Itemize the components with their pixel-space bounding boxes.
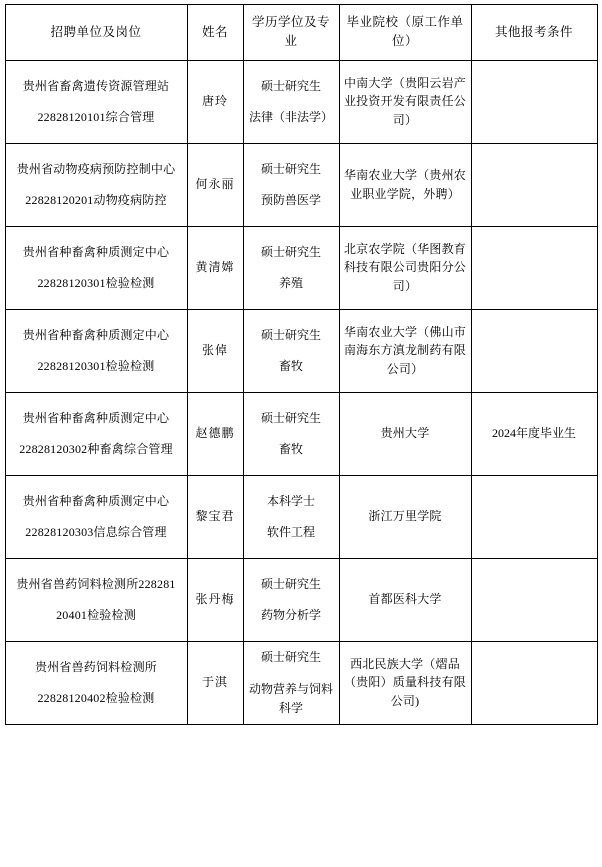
cell-other-conditions	[471, 641, 597, 724]
cell-unit-position: 贵州省种畜禽种质测定中心 22828120302种畜禽综合管理	[5, 392, 187, 475]
cell-other-conditions	[471, 475, 597, 558]
cell-other-conditions	[471, 226, 597, 309]
cell-school: 西北民族大学（熠品（贵阳）质量科技有限公司)	[339, 641, 471, 724]
cell-other-conditions	[471, 558, 597, 641]
cell-name: 赵德鹏	[187, 392, 243, 475]
cell-name: 何永丽	[187, 143, 243, 226]
cell-school: 华南农业大学（贵州农业职业学院，外聘）	[339, 143, 471, 226]
cell-name: 张倬	[187, 309, 243, 392]
cell-school: 北京农学院（华图教育科技有限公司贵阳分公司）	[339, 226, 471, 309]
column-header-school: 毕业院校（原工作单位）	[339, 5, 471, 61]
cell-degree-major: 硕士研究生 预防兽医学	[243, 143, 339, 226]
cell-unit-position: 贵州省种畜禽种质测定中心 22828120303信息综合管理	[5, 475, 187, 558]
cell-school: 中南大学（贵阳云岩产业投资开发有限责任公司）	[339, 60, 471, 143]
table-header-row	[5, 5, 597, 61]
cell-unit-position: 贵州省兽药饲料检测所 22828120402检验检测	[5, 641, 187, 724]
cell-unit-position: 贵州省种畜禽种质测定中心 22828120301检验检测	[5, 226, 187, 309]
cell-other-conditions	[471, 309, 597, 392]
cell-name: 于淇	[187, 641, 243, 724]
cell-other-conditions	[471, 143, 597, 226]
table-row	[5, 641, 597, 724]
column-header-name: 姓名	[187, 5, 243, 61]
cell-name: 张丹梅	[187, 558, 243, 641]
cell-school: 浙江万里学院	[339, 475, 471, 558]
cell-degree-major: 硕士研究生 畜牧	[243, 309, 339, 392]
column-header-unit-position: 招聘单位及岗位	[5, 5, 187, 61]
cell-degree-major: 硕士研究生 养殖	[243, 226, 339, 309]
table-row	[5, 60, 597, 143]
recruitment-table	[5, 4, 598, 725]
cell-name: 黎宝君	[187, 475, 243, 558]
cell-other-conditions	[471, 60, 597, 143]
cell-unit-position: 贵州省兽药饲料检测所228281 20401检验检测	[5, 558, 187, 641]
cell-unit-position: 贵州省种畜禽种质测定中心 22828120301检验检测	[5, 309, 187, 392]
cell-school: 贵州大学	[339, 392, 471, 475]
cell-degree-major: 硕士研究生 药物分析学	[243, 558, 339, 641]
cell-other-conditions: 2024年度毕业生	[471, 392, 597, 475]
cell-school: 华南农业大学（佛山市南海东方滇龙制药有限公司）	[339, 309, 471, 392]
table-row	[5, 392, 597, 475]
table-row	[5, 558, 597, 641]
cell-unit-position: 贵州省动物疫病预防控制中心 22828120201动物疫病防控	[5, 143, 187, 226]
cell-name: 黄清嫦	[187, 226, 243, 309]
column-header-other-conditions: 其他报考条件	[471, 5, 597, 61]
cell-degree-major: 硕士研究生 畜牧	[243, 392, 339, 475]
cell-degree-major: 硕士研究生 法律（非法学）	[243, 60, 339, 143]
cell-school: 首都医科大学	[339, 558, 471, 641]
table-row	[5, 475, 597, 558]
table-row	[5, 226, 597, 309]
column-header-degree-major: 学历学位及专业	[243, 5, 339, 61]
cell-name: 唐玲	[187, 60, 243, 143]
table-row	[5, 143, 597, 226]
cell-degree-major: 硕士研究生 动物营养与饲料科学	[243, 641, 339, 724]
table-row	[5, 309, 597, 392]
cell-degree-major: 本科学士 软件工程	[243, 475, 339, 558]
cell-unit-position: 贵州省畜禽遗传资源管理站 22828120101综合管理	[5, 60, 187, 143]
